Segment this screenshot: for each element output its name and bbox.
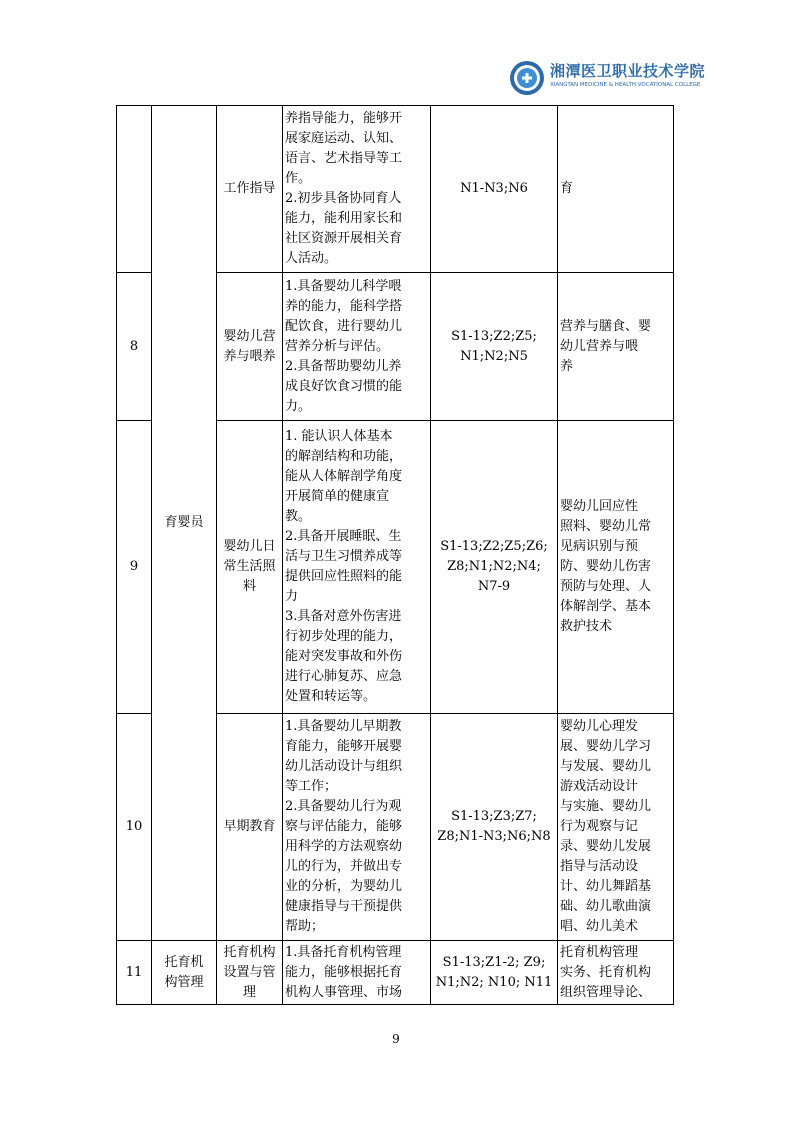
course-list: 育 — [558, 106, 674, 273]
row-number — [117, 106, 152, 273]
college-name-cn: 湘潭医卫职业技术学院 — [550, 62, 706, 80]
module-name: 工作指导 — [217, 106, 283, 273]
module-name: 婴幼儿日 常生活照 料 — [217, 421, 283, 714]
college-name-en: XIANGTAN MEDICINE & HEALTH VOCATIONAL COLLEGE — [550, 82, 701, 88]
course-list: 婴幼儿心理发 展、婴幼儿学习 与发展、婴幼儿 游戏活动设计 与实施、婴幼儿 行为观察与记 录、婴幼儿发展 指导与活动设 计、幼儿舞蹈基 础、幼儿歌曲演 唱、幼儿美术 — [558, 714, 674, 941]
standard-codes: S1-13;Z1-2; Z9; N1;N2; N10; N11 — [431, 941, 558, 1005]
course-list: 婴幼儿回应性 照料、婴幼儿常 见病识别与预 防、婴幼儿伤害 预防与处理、人 体解剖学、基本 救护技术 — [558, 421, 674, 714]
page-number: 9 — [392, 1032, 400, 1046]
row-number: 9 — [117, 421, 152, 714]
row-number: 11 — [117, 941, 152, 1005]
ability-requirements: 1.具备婴幼儿科学喂 养的能力，能科学搭 配饮食，进行婴幼儿 营养分析与评估。 2.具备帮助婴幼儿养 成良好饮食习惯的能 力。 — [283, 273, 431, 421]
college-logo — [509, 60, 709, 96]
row-number: 8 — [117, 273, 152, 421]
curriculum-table — [116, 105, 674, 1005]
standard-codes: S1-13;Z2;Z5; N1;N2;N5 — [431, 273, 558, 421]
course-list: 托育机构管理 实务、托育机构 组织管理导论、 — [558, 941, 674, 1005]
ability-requirements: 养指导能力，能够开 展家庭运动、认知、 语言、艺术指导等工 作。 2.初步具备协同育人 能力，能利用家长和 社区资源开展相关育 人活动。 — [283, 106, 431, 273]
ability-requirements: 1. 能认识人体基本 的解剖结构和功能， 能从人体解剖学角度 开展简单的健康宣 教。 2.具备开展睡眠、生 活与卫生习惯养成等 提供回应性照料的能 力 3.具备对意外伤害进 行初步处理的能力， 能对突发事故和外伤 进行心肺复苏、应急 处置和转运等。 — [283, 421, 431, 714]
ability-requirements: 1.具备婴幼儿早期教 育能力，能够开展婴 幼儿活动设计与组织 等工作； 2.具备婴幼儿行为观 察与评估能力，能够 用科学的方法观察幼 儿的行为，并做出专 业的分析，为婴幼儿 健康指导与干预提供 帮助； — [283, 714, 431, 941]
standard-codes: S1-13;Z3;Z7; Z8;N1-N3;N6;N8 — [431, 714, 558, 941]
row-number: 10 — [117, 714, 152, 941]
table-row — [117, 106, 674, 273]
table-row — [117, 941, 674, 1005]
standard-codes: S1-13;Z2;Z5;Z6; Z8;N1;N2;N4; N7-9 — [431, 421, 558, 714]
module-name: 托育机构 设置与管 理 — [217, 941, 283, 1005]
post-name: 育婴员 — [152, 106, 217, 941]
ability-requirements: 1.具备托育机构管理 能力，能够根据托育 机构人事管理、市场 — [283, 941, 431, 1005]
post-name: 托育机 构管理 — [152, 941, 217, 1005]
module-name: 婴幼儿营 养与喂养 — [217, 273, 283, 421]
course-list: 营养与膳食、婴 幼儿营养与喂 养 — [558, 273, 674, 421]
college-emblem-icon — [509, 60, 545, 96]
module-name: 早期教育 — [217, 714, 283, 941]
standard-codes: N1-N3;N6 — [431, 106, 558, 273]
